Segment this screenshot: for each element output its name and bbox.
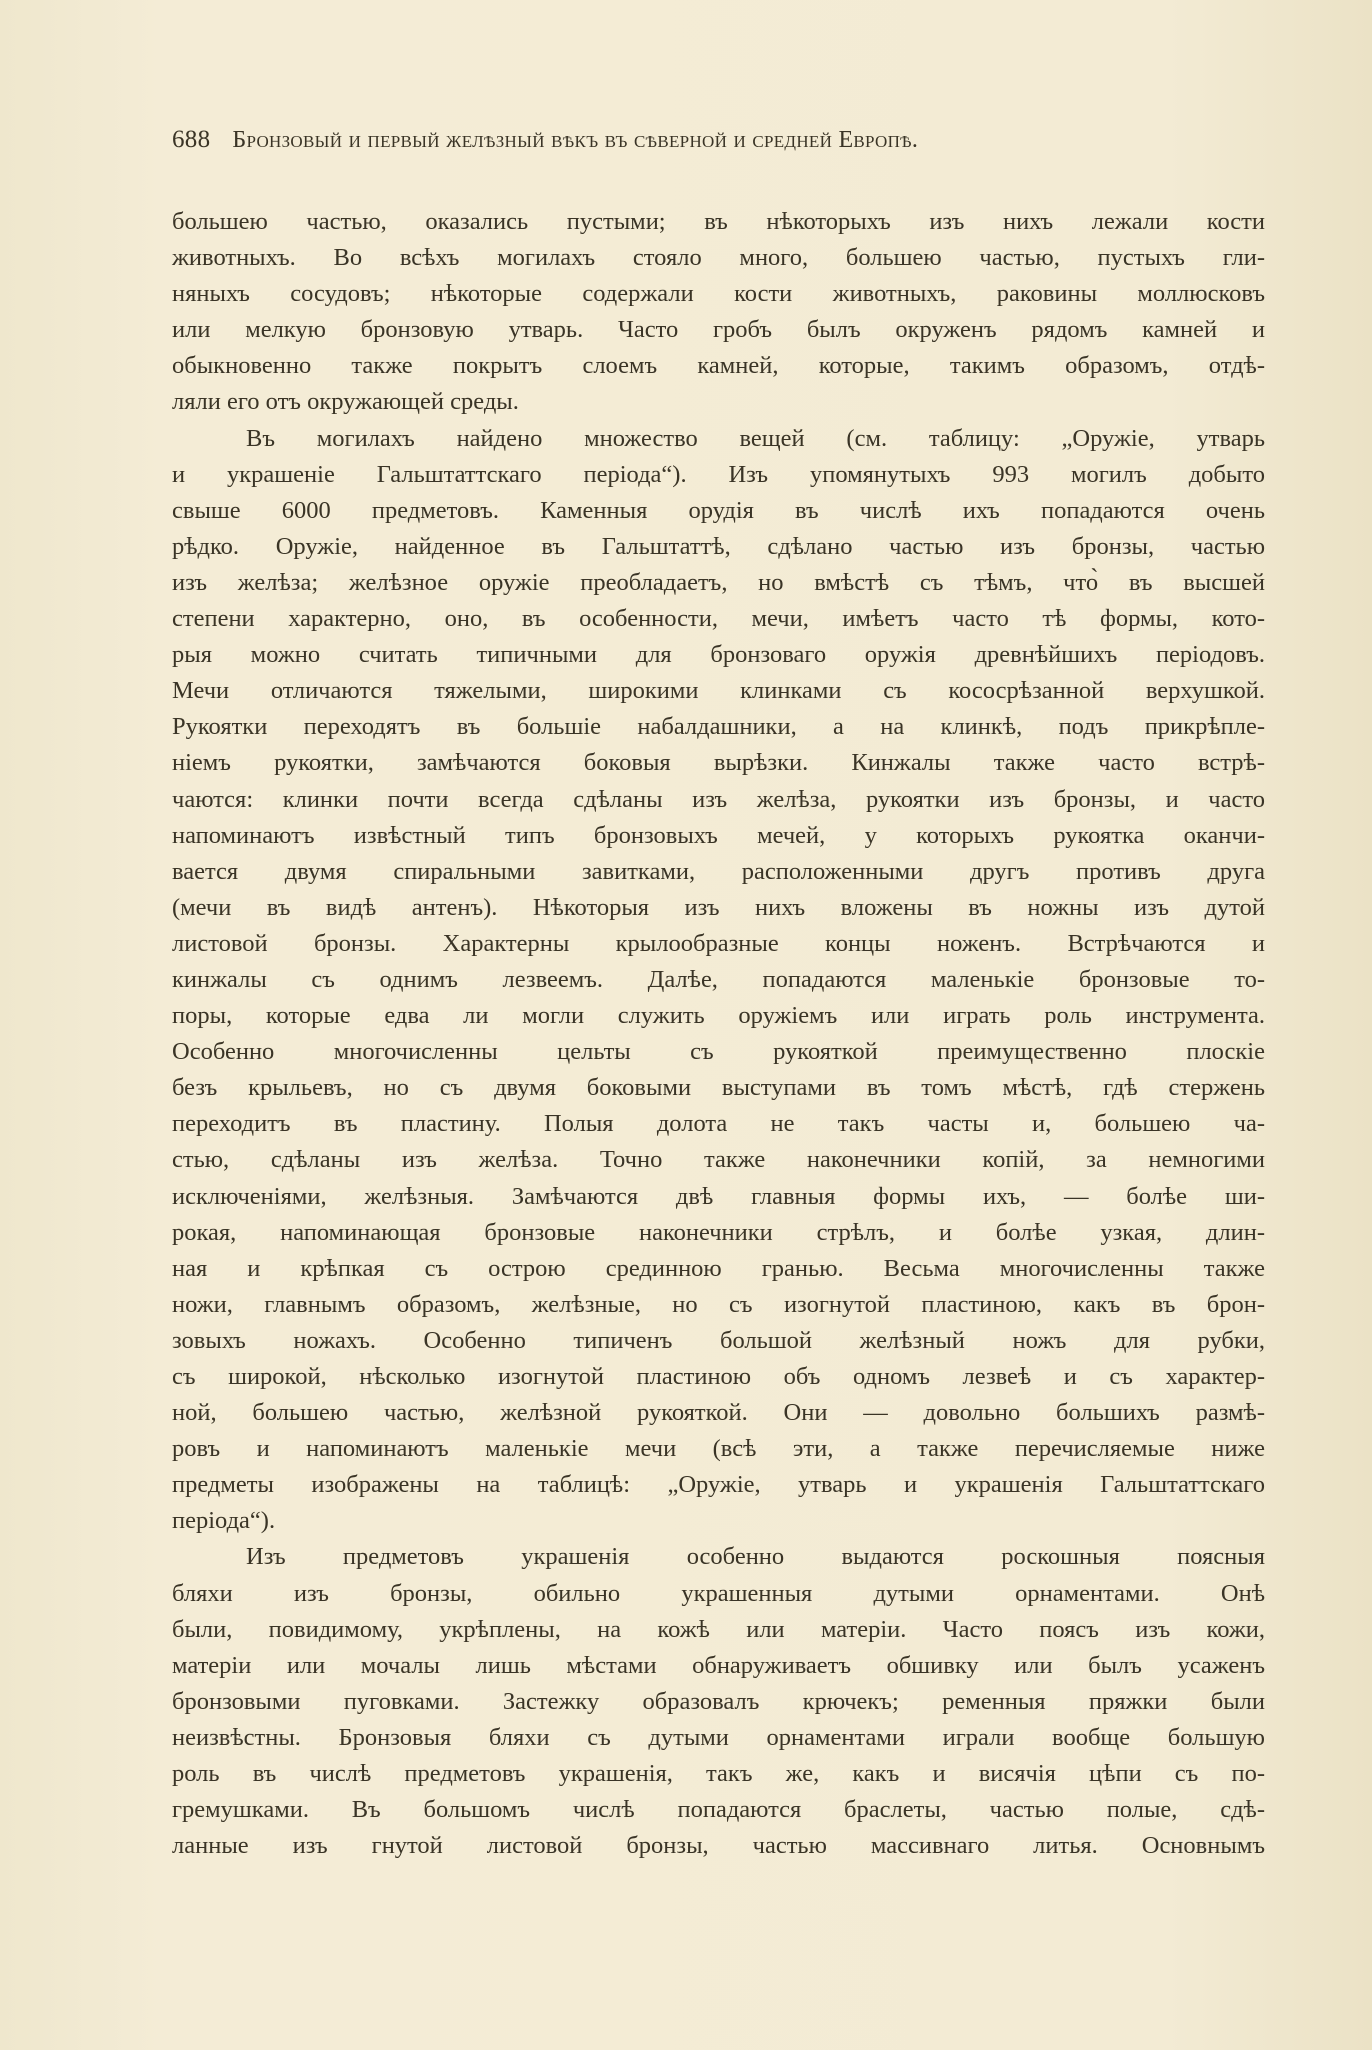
text-line: ляли его отъ окружающей среды. <box>172 388 519 416</box>
text-line: зовыхъ ножахъ. Особенно типиченъ большой желѣзный ножъ для рубки, <box>172 1326 1265 1354</box>
text-line: вается двумя спиральными завитками, расположенными другъ противъ друга <box>172 857 1265 885</box>
text-line: бляхи изъ бронзы, обильно украшенныя дутыми орнаментами. Онѣ <box>172 1579 1265 1607</box>
text-line: ная и крѣпкая съ острою срединною гранью. Весьма многочисленны также <box>172 1254 1265 1282</box>
text-line: съ широкой, нѣсколько изогнутой пластиною объ одномъ лезвеѣ и съ характер- <box>172 1363 1265 1390</box>
text-line: ножи, главнымъ образомъ, желѣзные, но съ изогнутой пластиною, какъ въ брон- <box>172 1290 1265 1318</box>
text-line: ніемъ рукоятки, замѣчаются боковыя вырѣзки. Кинжалы также часто встрѣ- <box>172 749 1265 777</box>
text-line: няныхъ сосудовъ; нѣкоторые содержали кости животныхъ, раковины моллюсковъ <box>172 280 1265 308</box>
text-line: листовой бронзы. Характерны крылообразные концы ноженъ. Встрѣчаются и <box>172 929 1265 957</box>
text-line: ланные изъ гнутой листовой бронзы, частью массивнаго литья. Основнымъ <box>172 1832 1265 1860</box>
text-line: большею частью, оказались пустыми; въ нѣкоторыхъ изъ нихъ лежали кости <box>172 208 1265 235</box>
text-line: исключеніями, желѣзныя. Замѣчаются двѣ главныя формы ихъ, — болѣе ши- <box>172 1182 1265 1210</box>
page-header <box>172 126 1182 154</box>
text-line: обыкновенно также покрытъ слоемъ камней, которые, такимъ образомъ, отдѣ- <box>172 352 1265 380</box>
text-line: изъ желѣза; желѣзное оружіе преобладаетъ, но вмѣстѣ съ тѣмъ, что̀ въ высшей <box>172 568 1265 596</box>
text-line: свыше 6000 предметовъ. Каменныя орудія въ числѣ ихъ попадаются очень <box>172 496 1265 524</box>
text-line: и украшеніе Гальштаттскаго періода“). Изъ упомянутыхъ 993 могилъ добыто <box>172 460 1265 488</box>
text-line: Особенно многочисленны цельты съ рукояткой преимущественно плоскіе <box>172 1038 1265 1066</box>
text-line: Мечи отличаются тяжелыми, широкими клинками съ кососрѣзанной верхушкой. <box>172 677 1265 705</box>
text-line: стью, сдѣланы изъ желѣза. Точно также наконечники копій, за немногими <box>172 1146 1265 1174</box>
body-text <box>172 204 1265 1864</box>
text-line: неизвѣстны. Бронзовыя бляхи съ дутыми орнаментами играли вообще большую <box>172 1723 1265 1751</box>
text-line: Рукоятки переходятъ въ большіе набалдашники, а на клинкѣ, подъ прикрѣпле- <box>172 713 1265 741</box>
text-line: поры, которые едва ли могли служить оружіемъ или играть роль инструмента. <box>172 1002 1265 1030</box>
text-line: періода“). <box>172 1507 276 1535</box>
page-number: 688 <box>172 126 211 153</box>
running-title: Бронзовый и первый желѣзный вѣкъ въ сѣверной и средней Европѣ. <box>232 127 919 153</box>
text-line: роль въ числѣ предметовъ украшенія, такъ же, какъ и висячія цѣпи съ по- <box>172 1760 1265 1788</box>
text-line: матеріи или мочалы лишь мѣстами обнаруживаетъ обшивку или былъ усаженъ <box>172 1651 1265 1679</box>
text-line: животныхъ. Во всѣхъ могилахъ стояло много, большею частью, пустыхъ гли- <box>172 244 1265 272</box>
text-line: рыя можно считать типичными для бронзоваго оружія древнѣйшихъ періодовъ. <box>172 641 1265 669</box>
text-line: рокая, напоминающая бронзовые наконечники стрѣлъ, и болѣе узкая, длин- <box>172 1218 1265 1246</box>
text-line: переходитъ въ пластину. Полыя долота не такъ часты и, большею ча- <box>172 1110 1265 1138</box>
text-line: Изъ предметовъ украшенія особенно выдаются роскошныя поясныя <box>246 1543 1265 1571</box>
text-line: ровъ и напоминаютъ маленькіе мечи (всѣ эти, а также перечисляемые ниже <box>172 1435 1265 1463</box>
text-line: предметы изображены на таблицѣ: „Оружіе, утварь и украшенія Гальштаттскаго <box>172 1471 1265 1499</box>
text-line: Въ могилахъ найдено множество вещей (см. таблицу: „Оружіе, утварь <box>246 424 1265 452</box>
text-line: степени характерно, оно, въ особенности, мечи, имѣетъ часто тѣ формы, кото- <box>172 605 1265 633</box>
text-line: бронзовыми пуговками. Застежку образовалъ крючекъ; ременныя пряжки были <box>172 1687 1265 1715</box>
text-line: или мелкую бронзовую утварь. Часто гробъ былъ окруженъ рядомъ камней и <box>172 316 1265 344</box>
text-line: ной, большею частью, желѣзной рукояткой. Они — довольно большихъ размѣ- <box>172 1399 1265 1427</box>
text-line: кинжалы съ однимъ лезвеемъ. Далѣе, попадаются маленькіе бронзовые то- <box>172 965 1265 993</box>
text-line: были, повидимому, укрѣплены, на кожѣ или матеріи. Часто поясъ изъ кожи, <box>172 1615 1265 1643</box>
text-line: чаются: клинки почти всегда сдѣланы изъ желѣза, рукоятки изъ бронзы, и часто <box>172 785 1265 813</box>
text-line: безъ крыльевъ, но съ двумя боковыми выступами въ томъ мѣстѣ, гдѣ стержень <box>172 1074 1265 1102</box>
text-line: (мечи въ видѣ антенъ). Нѣкоторыя изъ нихъ вложены въ ножны изъ дутой <box>172 893 1265 921</box>
text-line: гремушками. Въ большомъ числѣ попадаются браслеты, частью полые, сдѣ- <box>172 1796 1265 1824</box>
text-line: напоминаютъ извѣстный типъ бронзовыхъ мечей, у которыхъ рукоятка оканчи- <box>172 821 1265 849</box>
text-line: рѣдко. Оружіе, найденное въ Гальштаттѣ, сдѣлано частью изъ бронзы, частью <box>172 532 1265 560</box>
